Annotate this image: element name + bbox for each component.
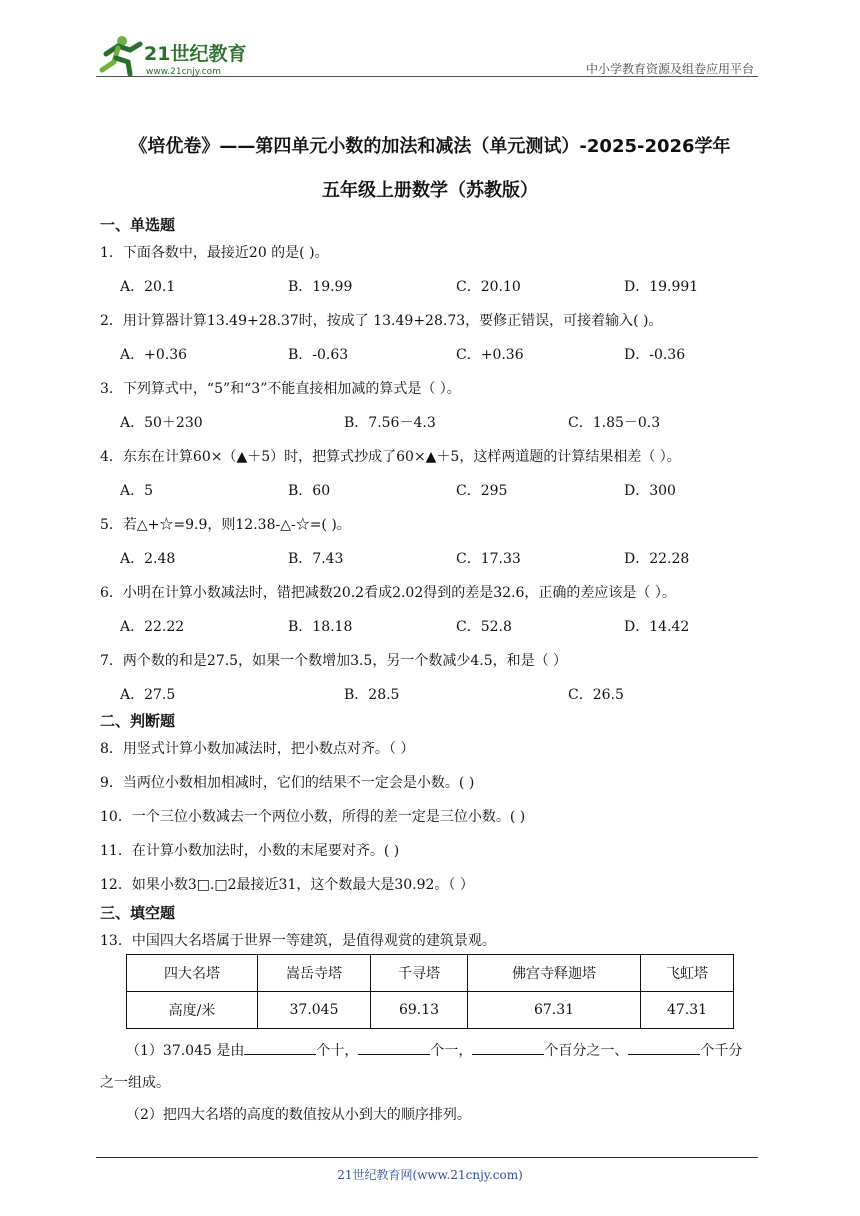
q2-option-b: B．-0.63	[288, 347, 349, 363]
question-13-part-1-cont: 之一组成。	[100, 1075, 170, 1091]
q7-option-c: C．26.5	[568, 687, 624, 703]
question-8: 8．用竖式计算小数加减法时，把小数点对齐。（ ）	[100, 741, 415, 757]
table-row	[127, 992, 734, 1029]
header-platform-text: 中小学教育资源及组卷应用平台	[585, 62, 754, 76]
answer-blank[interactable]	[244, 1040, 316, 1055]
question-5: 5．若△+☆=9.9，则12.38-△-☆=( )。	[100, 517, 351, 533]
answer-blank[interactable]	[628, 1040, 700, 1055]
q7-option-b: B．28.5	[344, 687, 400, 703]
footer-divider	[96, 1157, 758, 1158]
section-heading-fill-blank: 三、填空题	[100, 904, 176, 922]
q2-option-c: C．+0.36	[456, 347, 524, 363]
q1-option-d: D．19.991	[624, 279, 699, 295]
page-title-line2: 五年级上册数学（苏教版）	[322, 180, 538, 201]
header-divider	[96, 76, 758, 77]
section-heading-single-choice: 一、单选题	[100, 216, 176, 234]
q2-option-a: A．+0.36	[120, 347, 188, 363]
q2-option-d: D．-0.36	[624, 347, 686, 363]
q4-option-b: B．60	[288, 483, 331, 499]
svg-text:21世纪教育: 21世纪教育	[144, 43, 247, 65]
question-11: 11．在计算小数加法时，小数的末尾要对齐。( )	[100, 843, 400, 859]
q3-option-c: C．1.85－0.3	[568, 415, 661, 431]
question-1: 1．下面各数中，最接近20 的是( )。	[100, 245, 329, 261]
logo-21cnjy-icon	[96, 32, 266, 78]
towers-table	[126, 954, 734, 1029]
table-cell: 佛宫寺释迦塔	[468, 955, 641, 992]
question-13-part-2: （2）把四大名塔的高度的数值按从小到大的顺序排列。	[126, 1107, 471, 1123]
svg-text:www.21cnjy.com: www.21cnjy.com	[146, 67, 221, 77]
question-9: 9．当两位小数相加相减时，它们的结果不一定会是小数。( )	[100, 775, 475, 791]
table-cell: 嵩岳寺塔	[258, 955, 371, 992]
question-10: 10．一个三位小数减去一个两位小数，所得的差一定是三位小数。( )	[100, 809, 526, 825]
q3-option-b: B．7.56－4.3	[344, 415, 436, 431]
table-cell: 37.045	[258, 992, 371, 1029]
table-cell: 47.31	[641, 992, 734, 1029]
table-cell: 高度/米	[127, 992, 258, 1029]
q4-option-d: D．300	[624, 483, 676, 499]
question-13-part-1: （1）37.045 是由 个十， 个一， 个百分之一、 个千分	[126, 1040, 742, 1060]
q4-option-c: C．295	[456, 483, 508, 499]
table-cell: 四大名塔	[127, 955, 258, 992]
page-title-line1: 《培优卷》——第四单元小数的加法和减法（单元测试）-2025-2026学年	[129, 136, 731, 157]
q1-option-a: A．20.1	[120, 279, 176, 295]
q5-option-b: B．7.43	[288, 551, 344, 567]
q1-option-b: B．19.99	[288, 279, 353, 295]
question-6: 6．小明在计算小数减法时，错把减数20.2看成2.02得到的差是32.6，正确的差应该是（ ）。	[100, 585, 676, 601]
q6-option-a: A．22.22	[120, 619, 185, 635]
q6-option-d: D．14.42	[624, 619, 690, 635]
q3-option-a: A．50＋230	[120, 415, 203, 431]
table-row	[127, 955, 734, 992]
q6-option-b: B．18.18	[288, 619, 353, 635]
question-2: 2．用计算器计算13.49+28.37时，按成了 13.49+28.73，要修正错误，可接着输入( )。	[100, 313, 663, 329]
table-cell: 69.13	[371, 992, 468, 1029]
answer-blank[interactable]	[358, 1040, 430, 1055]
question-7: 7．两个数的和是27.5，如果一个数增加3.5，另一个数减少4.5，和是（ ）	[100, 653, 568, 669]
question-12: 12．如果小数3□.□2最接近31，这个数最大是30.92。（ ）	[100, 877, 474, 893]
table-cell: 飞虹塔	[641, 955, 734, 992]
page-header	[96, 32, 758, 82]
question-4: 4．东东在计算60×（▲＋5）时，把算式抄成了60×▲＋5，这样两道题的计算结果相差（ ）。	[100, 449, 681, 465]
footer-text: 21世纪教育网(www.21cnjy.com)	[337, 1168, 523, 1182]
q7-option-a: A．27.5	[120, 687, 176, 703]
question-3: 3．下列算式中，“5”和“3”不能直接相加减的算式是（ ）。	[100, 381, 461, 397]
q5-option-d: D．22.28	[624, 551, 690, 567]
q5-option-c: C．17.33	[456, 551, 521, 567]
question-13: 13．中国四大名塔属于世界一等建筑，是值得观赏的建筑景观。	[100, 933, 496, 949]
q4-option-a: A．5	[120, 483, 154, 499]
q1-option-c: C．20.10	[456, 279, 521, 295]
q6-option-c: C．52.8	[456, 619, 512, 635]
q5-option-a: A．2.48	[120, 551, 176, 567]
section-heading-true-false: 二、判断题	[100, 712, 176, 730]
table-cell: 67.31	[468, 992, 641, 1029]
answer-blank[interactable]	[472, 1040, 544, 1055]
table-cell: 千寻塔	[371, 955, 468, 992]
